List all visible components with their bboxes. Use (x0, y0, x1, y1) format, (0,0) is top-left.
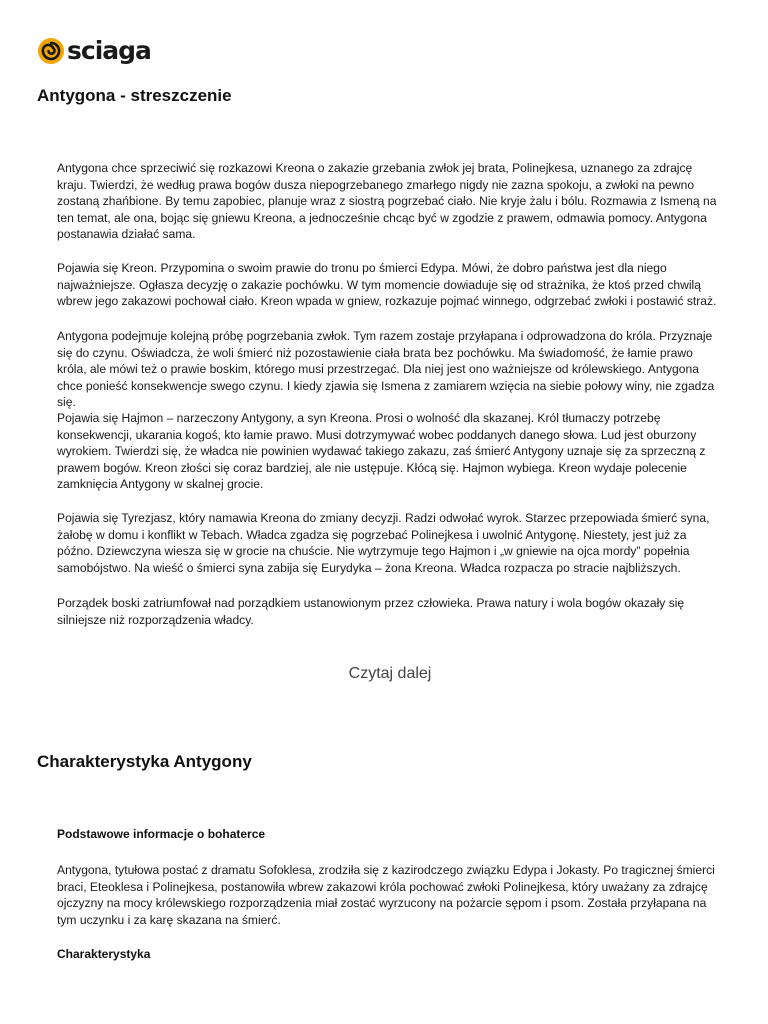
brand-name: sciaga (67, 36, 151, 65)
section-title: Charakterystyka Antygony (37, 752, 252, 771)
paragraph: Pojawia się Kreon. Przypomina o swoim prawie do tronu po śmierci Edypa. Mówi, że dobro państwa jest dla niego najważniejsze. Ogłasza decyzję o zakazie pochówku. W tym momencie dowiaduje się od strażnika, że ktoś przed chwilą wbrew jego zakazowi pochował ciało. Kreon wpada w gniew, rozkazuje pojmać winnego, odgrzebać zwłoki i postawić straż. (57, 261, 717, 309)
paragraph: Porządek boski zatriumfował nad porządkiem ustanowionym przez człowieka. Prawa natury i wola bogów okazały się silniejsze niż rozporządzenia władcy. (57, 596, 685, 627)
paragraph: Antygona chce sprzeciwić się rozkazowi Kreona o zakazie grzebania zwłok jej brata, Polinejkesa, uznanego za zdrajcę kraju. Twierdzi, że według prawa bogów dusza niepogrzebanego zmarłego nigdy nie zazna spokoju, a zwłoki na pewno zostaną zhańbione. By temu zapobiec, planuje wraz z siostrą pogrzebać ciało. Nie kryje żalu i bólu. Rozmawia z Ismeną na ten temat, ale ona, bojąc się gniewu Kreona, a jednocześnie chcąc być w zgodzie z prawem, odmawia pomocy. Antygona postanawia działać sama. (57, 161, 717, 242)
subheading: Charakterystyka (57, 947, 151, 961)
paragraph: Pojawia się Tyrezjasz, który namawia Kreona do zmiany decyzji. Radzi odwołać wyrok. Starzec przepowiada śmierć syna, żałobę w domu i konflikt w Tebach. Władca zgadza się pogrzebać Polinejkesa i uwolnić Antygonę. Niestety, jest już za późno. Dziewczyna wiesza się w grocie na chuście. Nie wytrzymuje tego Hajmon i „w gniewie na ojca mordy” popełnia samobójstwo. Na wieść o śmierci syna zabija się Eurydyka – żona Kreona. Władca rozpacza po stracie najbliższych. (57, 511, 710, 575)
paragraph: Antygona podejmuje kolejną próbę pogrzebania zwłok. Tym razem zostaje przyłapana i odprowadzona do króla. Przyznaje się do czynu. Oświadcza, że woli śmierć niż pozostawienie ciała brata bez pochówku. Ma świadomość, że łamie prawo króla, ale mówi też o prawie boskim, którego musi przestrzegać. Dla niej jest ono ważniejsze od królewskiego. Antygona chce ponieść konsekwencje swego czynu. I kiedy zjawia się Ismena z zamiarem wzięcia na siebie połowy winy, nie zgadza się. (57, 329, 715, 410)
site-logo[interactable] (37, 36, 151, 66)
spiral-logo-icon (37, 37, 65, 65)
page-title: Antygona - streszczenie (37, 86, 232, 105)
paragraph: Pojawia się Hajmon – narzeczony Antygony, a syn Kreona. Prosi o wolność dla skazanej. Król tłumaczy potrzebę konsekwencji, ukarania kogoś, kto łamie prawo. Musi dotrzymywać wobec poddanych danego słowa. Lud jest oburzony wyrokiem. Twierdzi się, że władca nie powinien wydawać takiego zakazu, zaś śmierć Antygony uznaje się za sprzeczną z prawem bogów. Kreon złości się coraz bardziej, ale nie ustępuje. Kłócą się. Hajmon wybiega. Kreon wydaje polecenie zamknięcia Antygony w skalnej grocie. (57, 411, 706, 492)
read-more-link[interactable]: Czytaj dalej (348, 665, 432, 682)
subheading: Podstawowe informacje o bohaterce (57, 827, 266, 841)
paragraph: Antygona, tytułowa postać z dramatu Sofoklesa, zrodziła się z kazirodczego związku Edypa i Jokasty. Po tragicznej śmierci braci, Eteoklesa i Polinejkesa, postanowiła wbrew zakazowi króla pochować zwłoki Polinejkesa, który uważany za zdrajcę ojczyzny na mocy królewskiego rozporządzenia miał zostać wyrzucony na pożarcie sępom i psom. Została przyłapana na tym uczynku i za karę skazana na śmierć. (57, 863, 715, 927)
